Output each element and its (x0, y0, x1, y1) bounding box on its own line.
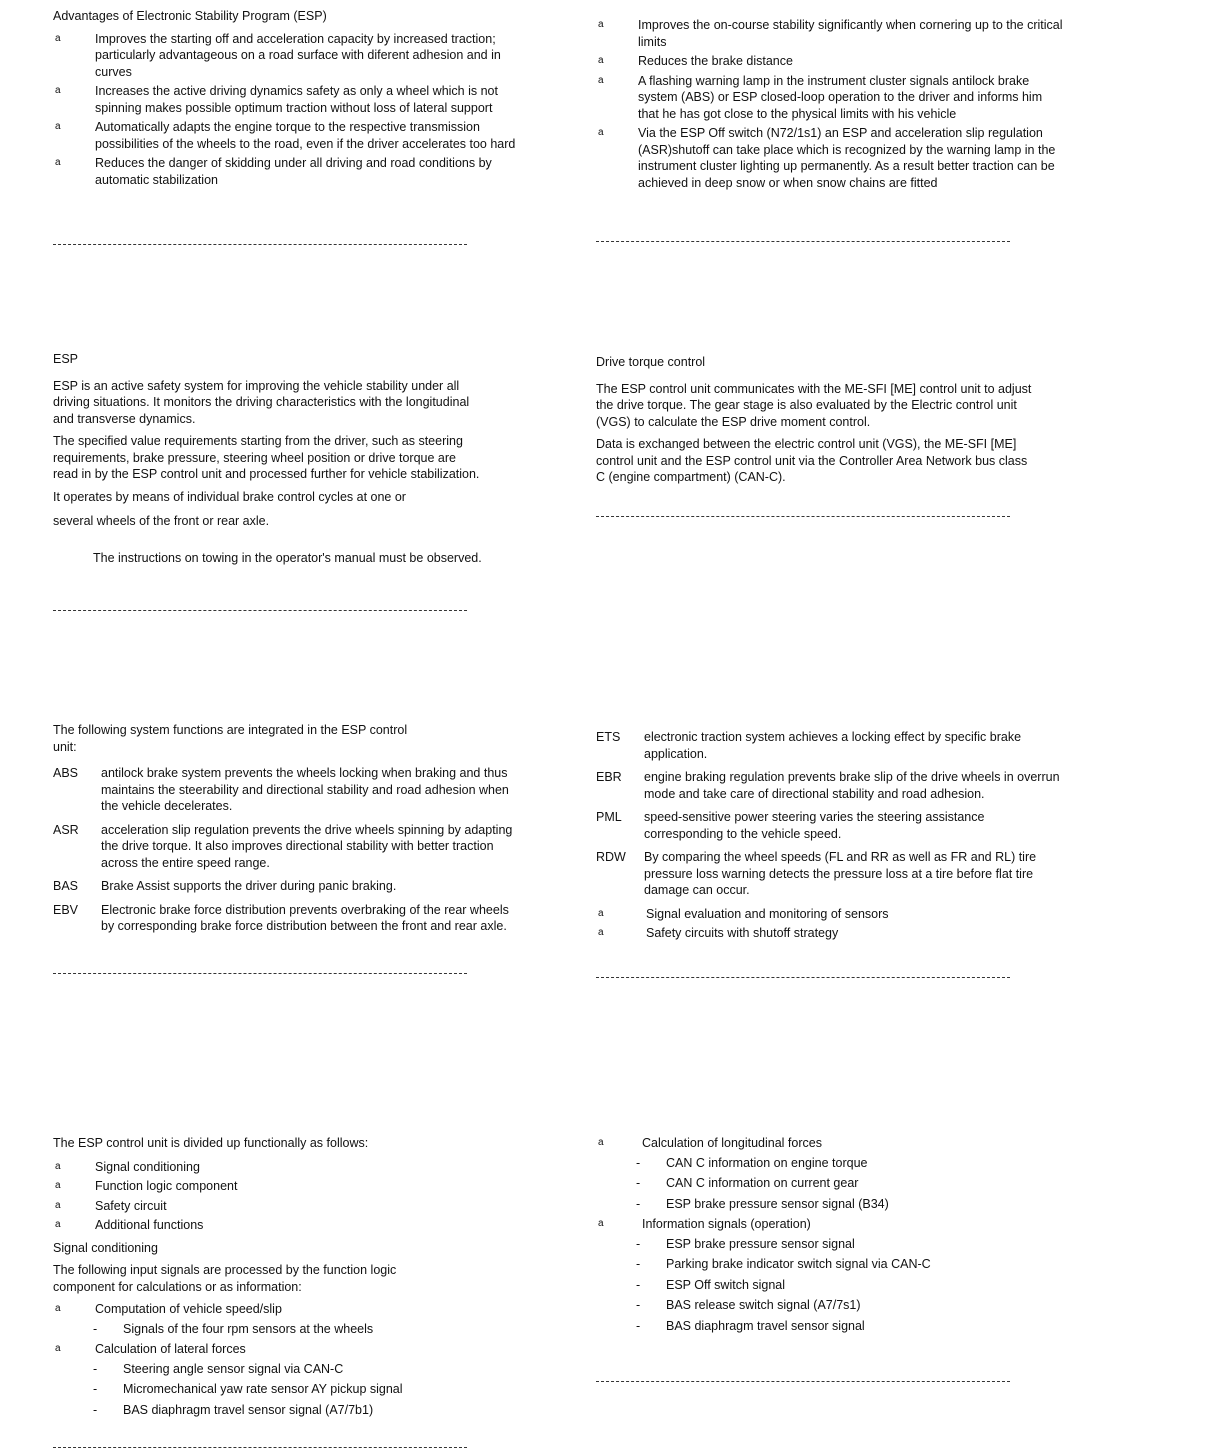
list-item: a Safety circuit (55, 1198, 167, 1213)
list-item: a Additional functions (55, 1218, 204, 1232)
list-item: a Improves the on-course stability significantly when cornering up to the critical limits (598, 18, 1063, 49)
divider (53, 973, 467, 974)
sub-list-item: - ESP brake pressure sensor signal (B34) (636, 1196, 889, 1211)
esp-advantages-panel (53, 8, 523, 191)
list-item: a Automatically adapts the engine torque to the respective transmission possibilities of the wheels to the road, even if the driver accelerates too hard (55, 120, 516, 151)
paragraph: The specified value requirements starting from the driver, such as steering requirements, brake pressure, steering wheel position or drive torque are read in by the ESP control unit and processed further for vehicle stabilization. (53, 434, 480, 481)
list-item: a Reduces the brake distance (598, 54, 793, 68)
list-item: a Computation of vehicle speed/slip (55, 1302, 282, 1316)
control-unit-panel (53, 1135, 513, 1422)
list-item: ABS antilock brake system prevents the wheels locking when braking and thus maintains the steerability and directional stability and road adhesion when the vehicle decelerates. (53, 766, 509, 813)
divider (53, 610, 467, 611)
list-item: EBV Electronic brake force distribution prevents overbraking of the rear wheels by corresponding brake force distribution between the front and rear axle. (53, 902, 509, 933)
control-unit-continued-panel (596, 1135, 1056, 1338)
list-item: ASR acceleration slip regulation prevents the drive wheels spinning by adapting the drive torque. It also improves directional stability with better traction across the entire speed range. (53, 822, 513, 870)
paragraph: ESP is an active safety system for improving the vehicle stability under all driving situations. It monitors the driving characteristics with the longitudinal and transverse dynamics. (53, 378, 470, 426)
list-item: a Improves the starting off and acceleration capacity by increased traction; particularly advantageous on a road surface with diferent adhesion and in curves (55, 31, 501, 79)
list-item: ETS electronic traction system achieves a locking effect by specific brake application. (596, 730, 1022, 761)
list-item: BAS Brake Assist supports the driver during panic braking. (53, 879, 397, 893)
list-item: RDW By comparing the wheel speeds (FL and RR as well as FR and RL) tire pressure loss warning detects the pressure loss at a tire before flat tire damage can occur. (596, 850, 1037, 897)
system-functions-panel (53, 722, 513, 942)
list-item: a Information signals (operation) (598, 1217, 811, 1231)
list-item: a Signal evaluation and monitoring of sensors (598, 906, 889, 921)
sub-list-item: - Micromechanical yaw rate sensor AY pickup signal (93, 1382, 403, 1396)
list-item: a Via the ESP Off switch (N72/1s1) an ESP and acceleration slip regulation (ASR)shutoff can take place which is recognized by the warning lamp in the instrument cluster lighting up permanently. As a result better traction can be achieved in deep snow or when snow chains are fitted (598, 126, 1056, 190)
sub-list-item: - BAS release switch signal (A7/7s1) (636, 1298, 861, 1312)
sub-list-item: - ESP brake pressure sensor signal (636, 1236, 855, 1251)
divider (596, 516, 1010, 517)
divider (596, 977, 1010, 978)
list-item: PML speed-sensitive power steering varies the steering assistance corresponding to the vehicle speed. (596, 810, 985, 841)
system-functions-continued-panel (596, 729, 1062, 945)
sub-list-item: - Steering angle sensor signal via CAN-C (93, 1361, 344, 1376)
paragraph: It operates by means of individual brake control cycles at one or (53, 489, 406, 504)
paragraph: Data is exchanged between the electric control unit (VGS), the ME-SFI [ME] control unit and the ESP control unit via the Controller Area Network bus class C (engine compartment) (CAN-C). (596, 437, 1028, 484)
list-item: a Calculation of longitudinal forces (598, 1136, 822, 1150)
towing-note: The instructions on towing in the operator's manual must be observed. (93, 550, 482, 565)
drive-torque-section (596, 354, 1036, 492)
sub-list-item: - Signals of the four rpm sensors at the wheels (93, 1321, 374, 1336)
esp-advantages-continued-panel (596, 17, 1066, 194)
list-item: a Function logic component (55, 1179, 238, 1193)
control-unit-intro: The ESP control unit is divided up functionally as follows: (53, 1136, 369, 1150)
sub-list-item: - BAS diaphragm travel sensor signal (A7/7b1) (93, 1402, 374, 1417)
paragraph: The following input signals are processed by the function logic component for calculations or as information: (53, 1263, 397, 1294)
divider (596, 241, 1010, 242)
sub-list-item: - Parking brake indicator switch signal via CAN-C (636, 1257, 931, 1271)
list-item: a Signal conditioning (55, 1159, 200, 1174)
esp-advantages-title: Advantages of Electronic Stability Program (ESP) (53, 9, 327, 23)
esp-section-title: ESP (53, 352, 79, 366)
list-item: a Reduces the danger of skidding under all driving and road conditions by automatic stabilization (55, 156, 492, 187)
list-item: a Increases the active driving dynamics safety as only a wheel which is not spinning makes possible optimum traction without loss of lateral support (55, 84, 498, 115)
drive-torque-title: Drive torque control (596, 355, 706, 369)
sub-list-item: - BAS diaphragm travel sensor signal (636, 1318, 865, 1333)
list-item: a Safety circuits with shutoff strategy (598, 926, 839, 940)
divider (53, 244, 467, 245)
paragraph: The ESP control unit communicates with the ME-SFI [ME] control unit to adjust the drive torque. The gear stage is also evaluated by the Electric control unit (VGS) to calculate the ESP drive moment control. (596, 381, 1032, 429)
list-item: a Calculation of lateral forces (55, 1342, 246, 1356)
list-item: EBR engine braking regulation prevents brake slip of the drive wheels in overrun mode and take care of directional stability and road adhesion. (596, 770, 1060, 801)
esp-section (53, 351, 483, 566)
divider (53, 1447, 467, 1448)
divider (596, 1381, 1010, 1382)
sub-list-item: - CAN C information on engine torque (636, 1155, 868, 1170)
sub-list-item: - ESP Off switch signal (636, 1277, 786, 1292)
sub-list-item: - CAN C information on current gear (636, 1176, 859, 1190)
list-item: a A flashing warning lamp in the instrument cluster signals antilock brake system (ABS) or ESP closed-loop operation to the driver and informs him that he has got close to the physical limits with his vehicle (598, 73, 1043, 121)
paragraph: several wheels of the front or rear axle. (53, 514, 270, 528)
system-functions-intro: The following system functions are integrated in the ESP control unit: (53, 723, 408, 754)
signal-conditioning-subhead: Signal conditioning (53, 1240, 158, 1255)
